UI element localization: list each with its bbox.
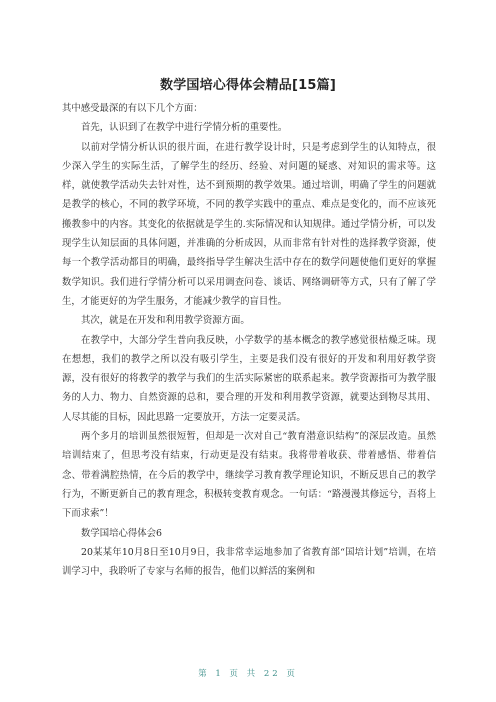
paragraph: 首先，认识到了在教学中进行学情分析的重要性。 [81, 122, 288, 134]
paragraph: 其中感受最深的有以下几个方面： [62, 103, 203, 114]
paragraph: 两个多月的培训虽然很短暂，但却是一次对自己“教育潜意识结构”的深层改造。虽然培训结束了，但思考没有结束，行动更是没有结束。我将带着收获、带着感悟、带着信念、带着满腔热情，在今后的教学中，继续学习教育教学理论知识，不断反思自己的教学行为，不断更新自己的教育理念，积极转变教育观念。一句话：“路漫漫其修远兮，吾将上下而求索”！ [62, 431, 436, 520]
paragraph: 在教学中，大部分学生普向我反映，小学数学的基本概念的教学感觉很枯燥乏味。现在想想，我们的教学之所以没有吸引学生，主要是我们没有很好的开发和利用好教学资源，没有很好的将教学的教学与我们的生活实际紧密的联系起来。教学资源指可为教学服务的人力、物力、自然资源的总和，要合理的开发和利用教学资源，就要达到物尽其用、人尽其能的目标，因此思路一定要放开，方法一定要灵活。 [62, 334, 436, 423]
paragraph: 20某某年10月8日至10月9日，我非常幸运地参加了省教育部“国培计划”培训，在培训学习中，我聆听了专家与名师的报告，他们以鲜活的案例和 [62, 546, 436, 578]
page-footer: 第 1 页 共 22 页 [198, 669, 298, 679]
section-heading: 数学国培心得体会6 [81, 527, 162, 539]
document-body [62, 99, 436, 581]
paragraph: 其次，就是在开发和利用教学资源方面。 [81, 315, 250, 327]
paragraph: 以前对学情分析认识的很片面，在进行教学设计时，只是考虑到学生的认知特点，很少深入学生的实际生活，了解学生的经历、经验、对问题的疑惑、对知识的需求等。这样，就使教学活动失去针对性，达不到预期的教学效果。通过培训，明确了学生的问题就是教学的核心，不同的教学环境，不同的教学实践中的重点、难点是变化的，而不应该死搬教参中的内容。其变化的依据就是学生的.实际情况和认知规律。通过学情分析，可以发现学生认知层面的具体问题，并准确的分析成因，从而非常有针对性的选择教学资源，使每一个教学活动都目的明确，最终指导学生解决生活中存在的数学问题使他们更好的掌握数学知识。我们进行学情分析可以采用调查问卷、谈话、网络调研等方式，只有了解了学生，才能更好的为学生服务，才能减少教学的盲目性。 [62, 141, 436, 307]
document-title: 数学国培心得体会精品[15篇] [160, 78, 336, 93]
